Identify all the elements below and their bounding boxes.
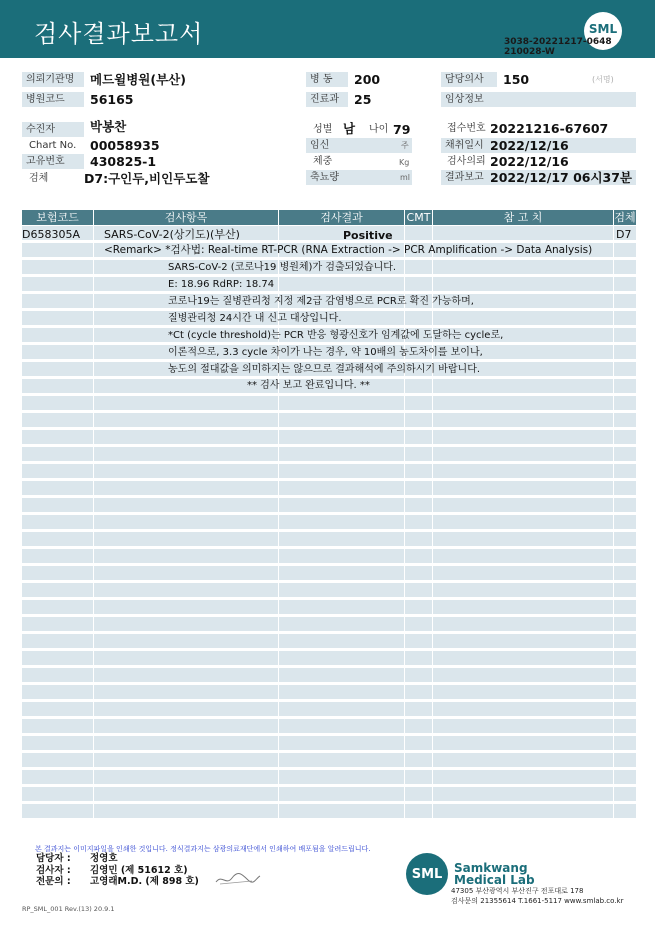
report-date-label: 결과보고 — [441, 170, 636, 185]
header-reference: 참 고 치 — [433, 210, 613, 225]
patient-value: 박봉찬 — [90, 119, 127, 134]
table-stripe-row — [22, 532, 636, 546]
remark-line: E: 18.96 RdRP: 18.74 — [168, 279, 275, 290]
company-name-line1: Samkwang — [454, 861, 528, 875]
row-test-result: Positive — [343, 229, 393, 242]
table-stripe-row — [22, 668, 636, 682]
table-stripe-row — [22, 464, 636, 478]
signature-icon — [212, 868, 262, 888]
company-address — [451, 886, 623, 906]
table-stripe-row — [22, 396, 636, 410]
row-specimen: D7 — [616, 228, 632, 241]
table-stripe-row — [22, 651, 636, 665]
company-name — [454, 862, 535, 886]
doctor-signature: (서명) — [592, 75, 614, 84]
table-stripe-row — [22, 549, 636, 563]
table-stripe-row — [22, 753, 636, 767]
logo-text: SML — [588, 22, 618, 36]
ward-label: 병 동 — [306, 72, 348, 87]
department-label: 진료과 — [306, 92, 348, 107]
logo-text: SML — [411, 867, 443, 882]
remark-line: SARS-CoV-2 (코로나19 병원체)가 검출되었습니다. — [168, 262, 397, 273]
header-test-result: 검사결과 — [279, 210, 404, 225]
table-stripe-row — [22, 736, 636, 750]
address-line2: 검사문의 21355614 T.1661-5117 www.smlab.co.kr — [451, 897, 624, 905]
row-test-item: SARS-CoV-2(상기도)(부산) — [104, 228, 240, 241]
institution-label: 의뢰기관명 — [22, 72, 84, 87]
column-divider — [613, 210, 614, 832]
table-stripe-row — [22, 413, 636, 427]
weight-label: 체중 — [313, 156, 333, 167]
page-title: 검사결과보고서 — [34, 20, 204, 48]
table-stripe-row — [22, 804, 636, 818]
remark-line: 질병관리청 24시간 내 신고 대상입니다. — [168, 313, 342, 324]
row-insurance-code: D658305A — [22, 228, 80, 241]
table-stripe-row — [22, 770, 636, 784]
remark-heading: <Remark> *검사법: Real-time RT-PCR (RNA Extraction -> PCR Amplification -> Data Analysis) — [104, 244, 593, 256]
header-cmt: CMT — [406, 211, 431, 224]
address-line1: 47305 부산광역시 부산진구 전포대로 178 — [451, 887, 584, 895]
table-stripe-row — [22, 600, 636, 614]
header-test-item: 검사항목 — [94, 210, 278, 225]
table-stripe-row — [22, 566, 636, 580]
specimen-label: 검체 — [29, 173, 49, 184]
document-id — [504, 37, 612, 57]
table-stripe-row — [22, 515, 636, 529]
table-stripe-row — [22, 617, 636, 631]
urine-unit: ml — [400, 173, 411, 182]
pregnancy-label: 임신 — [306, 138, 412, 153]
urine-label: 축뇨량 — [306, 170, 412, 185]
remark-line: *Ct (cycle threshold)는 PCR 반응 형광신호가 임계값에 도달하는 cycle로, — [168, 330, 504, 341]
company-name-line2: Medical Lab — [454, 873, 535, 887]
report-date-value: 2022/12/17 06시37분 — [490, 170, 633, 185]
table-stripe-row — [22, 719, 636, 733]
doctor-value: 150 — [503, 72, 530, 87]
header-specimen: 검체 — [614, 211, 636, 224]
specialist-value: 고영래M.D. (제 898 호) — [90, 876, 199, 887]
table-stripe-row — [22, 787, 636, 801]
chart-value: 00058935 — [90, 138, 160, 153]
remark-line: 이론적으로, 3.3 cycle 차이가 나는 경우, 약 10배의 농도차이를 보이나, — [168, 347, 483, 358]
remark-line: 코로나19는 질병관리청 지정 제2급 감염병으로 PCR로 확진 가능하며, — [168, 296, 474, 307]
chart-label: Chart No. — [29, 140, 77, 151]
department-value: 25 — [354, 92, 372, 107]
specialist-label: 전문의 : — [36, 876, 71, 887]
sml-logo-icon — [406, 853, 448, 895]
specimen-value: D7:구인두,비인두도찰 — [84, 171, 210, 186]
clinical-info-label: 임상정보 — [441, 92, 636, 107]
table-stripe-row — [22, 481, 636, 495]
hospital-code-value: 56165 — [90, 92, 134, 107]
weight-unit: Kg — [399, 158, 410, 167]
header-insurance-code: 보험코드 — [22, 210, 93, 225]
examiner-label: 검사자 : — [36, 865, 71, 876]
patient-label: 수진자 — [22, 122, 84, 137]
table-stripe-row — [22, 702, 636, 716]
column-divider — [93, 210, 94, 832]
table-stripe-row — [22, 583, 636, 597]
sex-value: 남 — [343, 121, 356, 136]
table-stripe-row — [22, 430, 636, 444]
document-id-line1: 3038-20221217-0648 — [504, 37, 612, 47]
receipt-number-label: 접수번호 — [447, 123, 486, 134]
remark-line: 농도의 절대값을 의미하지는 않으므로 결과해석에 주의하시기 바랍니다. — [168, 364, 481, 375]
age-label: 나이 — [369, 124, 389, 135]
revision-code: RP_SML_001 Rev.(13) 20.9.1 — [22, 905, 115, 913]
collection-date-value: 2022/12/16 — [490, 138, 569, 153]
unique-number-value: 430825-1 — [90, 154, 157, 169]
table-stripe-row — [22, 498, 636, 512]
table-stripe-row — [22, 277, 636, 291]
collection-date-label: 채취일시 — [441, 138, 636, 153]
receipt-number-value: 20221216-67607 — [490, 121, 609, 136]
report-complete-note: ** 검사 보고 완료입니다. ** — [247, 380, 370, 391]
manager-label: 담당자 : — [36, 853, 71, 864]
examiner-value: 김영민 (제 51612 호) — [90, 865, 188, 876]
sex-label: 성별 — [313, 124, 333, 135]
manager-value: 정영호 — [90, 853, 118, 864]
doctor-label: 담당의사 — [441, 72, 497, 87]
age-value: 79 — [393, 122, 411, 137]
request-date-label: 검사의뢰 — [447, 156, 486, 167]
unique-number-label: 고유번호 — [22, 154, 84, 169]
footer-notice: 본 결과지는 이미지파일을 인쇄한 것입니다. 정식결과지는 삼광의료재단에서 인쇄하여 배포됨을 알려드립니다. — [35, 845, 371, 853]
pregnancy-unit: 주 — [401, 141, 409, 150]
institution-value: 메드윌병원(부산) — [90, 72, 186, 87]
table-stripe-row — [22, 685, 636, 699]
ward-value: 200 — [354, 72, 381, 87]
document-id-line2: 210028-W — [504, 47, 555, 57]
table-stripe-row — [22, 634, 636, 648]
hospital-code-label: 병원코드 — [22, 92, 84, 107]
table-stripe-row — [22, 447, 636, 461]
request-date-value: 2022/12/16 — [490, 154, 569, 169]
